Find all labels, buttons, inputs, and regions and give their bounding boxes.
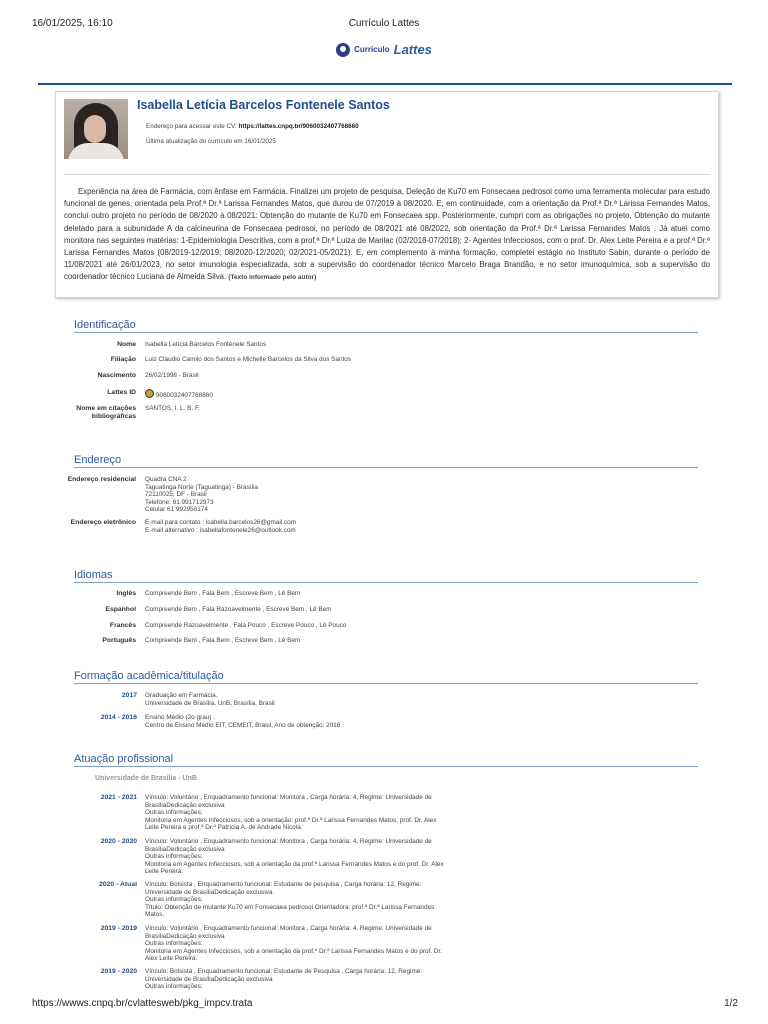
job-line: Monitoria em Agentes Infecciosos, sob a orientação da prof.ª Dr.ª Larissa Fernandes Matos e do prof. Dr.	[145, 947, 443, 955]
language-value: Compreende Bem , Fala Bem , Escreve Bem , Lê Bem	[145, 637, 301, 644]
education-line: Universidade de Brasília, UnB, Brasília, Brasil	[145, 699, 275, 707]
job-line: Universidade de BrasíliaDedicação exclusiva	[145, 888, 273, 896]
section-identificacao-title: Identificação	[74, 319, 698, 333]
ident-label: Nome em citações bibliográficas	[76, 405, 136, 420]
lattes-id-icon	[145, 389, 154, 398]
job-period: 2020 - Atual	[99, 881, 137, 888]
job-line: BrasíliaDedicação exclusiva	[145, 801, 225, 809]
last-update: Última atualização do currículo em 16/01/2025	[146, 138, 276, 145]
ident-label: Nome	[117, 341, 136, 348]
job-line: Universidade de BrasíliaDedicação exclusiva	[145, 975, 273, 983]
language-label: Francês	[109, 622, 136, 629]
address-line: Celular 61 992950174	[145, 506, 208, 514]
address-line: 72110025, DF - Brasil	[145, 491, 207, 499]
job-period: 2019 - 2019	[100, 925, 137, 932]
summary-body: Experiência na área de Farmácia, com ênfase em Farmácia. Finalizei um projeto de pesquisa, Deleção de Ku70 em Fonsecaea pedrosoi como uma ferramenta molecular para estudo funcional de genes, orientada pela Prof.ª Dr.ª Larissa Fernandes Matos, que durou de 07/2019 à 08/2020. E, em continuidade, com a orientação da Prof.ª Dr.ª Larissa Fernandes Matos, concluí outro projeto no período de 08/2020 à 08/2021: Obtenção do mutante de Ku70 em Fonsecaea spp. Posteriormente, cumpri com as obrigações no projeto, Obtenção do mutante deletado para a subunidade A da calcineurina de Fonsecaea pedrosoi, no período de 08/2021 até 08/2022, sob orientação da Prof.ª Dr.ª Larissa Fernandes Matos . Já atuei como monitora nas seguintes matérias: 1-Epidemiologia Descritiva, com a prof.ª Dr.ª Luiza de Marilac (02/2018-07/2018); 2- Agentes Infecciosos, com o prof. Dr. Alex Leite Pereira e a prof.ª Dr.ª Larissa Fernandes Matos (08/2019-12/2019; 08/2020-12/2020; 02/2021-05/2021). E, em complemento à minha formação, completei estágio no Instituto Sabin, durante o período de 11/08/2021 até 26/01/2023, no setor imunologia especializada, sob a supervisão do coordenador técnico Marcelo Braga Brandão, e no setor imunoquímica, sob a supervisão do coordenador técnico Luciana de Almeida Silva.	[64, 187, 710, 282]
logo-big-text: Lattes	[393, 42, 432, 57]
job-line: Título: Obtenção de mutante Ku70 em Fonsecaea pedrosoi Orientadora: prof.ª Dr.ª Larissa Fernandes	[145, 903, 435, 911]
job-line: Outras informações:	[145, 853, 203, 861]
education-line: Graduação em Farmácia.	[145, 692, 218, 699]
language-label: Espanhol	[105, 606, 136, 613]
profile-photo	[64, 99, 128, 159]
address-electronic-label: Endereço eletrônico	[70, 519, 136, 526]
education-year: 2017	[121, 692, 137, 699]
ident-value: SANTOS, I. L. B. F.	[145, 405, 200, 412]
education-line: Ensino Médio (2o grau) .	[145, 714, 215, 721]
ident-value: Luiz Cláudio Camilo dos Santos e Michelle Barcelos da Silva dos Santos	[145, 356, 352, 363]
job-line: Vínculo: Voluntário , Enquadramento funcional: Monitora , Carga horária: 4, Regime: Universidade de	[145, 925, 432, 932]
job-period: 2020 - 2020	[100, 838, 137, 845]
lattes-logo-icon	[336, 43, 350, 57]
language-value: Compreende Razoavelmente , Fala Pouco , Escreve Pouco , Lê Pouco	[145, 622, 347, 629]
print-title: Currículo Lattes	[348, 18, 420, 29]
address-line: Quadra CNA 2	[145, 476, 187, 483]
ident-value	[145, 389, 505, 400]
email-line[interactable]: E-mail para contato : isabella.barcelos26@gmail.com	[145, 519, 297, 526]
ident-value: 26/02/1998 - Brasil	[145, 372, 199, 379]
education-line: Centro de Ensino Médio EIT, CEMEIT, Brasil, Ano de obtenção: 2016	[145, 721, 341, 729]
ident-label: Nascimento	[97, 372, 136, 379]
address-line: Telefone: 61 991712973	[145, 498, 214, 506]
ident-label: Filiação	[110, 356, 136, 363]
education-year: 2014 - 2016	[100, 714, 137, 721]
job-line: Vínculo: Voluntário , Enquadramento funcional: Monitora , Carga horária: 4, Regime: Universidade de	[145, 794, 432, 801]
language-value: Compreende Bem , Fala Bem , Escreve Bem , Lê Bem	[145, 590, 301, 597]
header-divider	[38, 83, 732, 85]
summary-text	[64, 186, 710, 285]
cv-link[interactable]: https://lattes.cnpq.br/9060032407768660	[238, 123, 359, 130]
job-line: Leite Pereira e prof.ª Dr.ª Patrícia A. de Andrade Nicola.	[145, 824, 303, 832]
job-line: Monitoria em Agentes Infecciosos, sob a orientação da prof.ª Larissa Fernandes Matos e do prof. Dr. Alex	[145, 860, 444, 868]
language-label: Inglês	[116, 590, 136, 597]
section-atuacao-title: Atuação profissional	[74, 753, 698, 767]
job-line: BrasíliaDedicação exclusiva	[145, 845, 225, 853]
job-line: Outras informações:	[145, 809, 203, 817]
lattes-id: 9060032407768660	[156, 392, 213, 399]
job-line: Matos.	[145, 911, 165, 919]
logo-small-text: Currículo	[354, 45, 390, 54]
job-period: 2021 - 2021	[100, 794, 137, 801]
email-line[interactable]: E-mail alternativo : isabellafontenele26@outlook.com	[145, 526, 296, 534]
lattes-logo[interactable]	[0, 42, 768, 62]
cv-address	[146, 123, 359, 130]
language-label: Português	[102, 637, 136, 644]
summary-note: (Texto informado pelo autor)	[228, 274, 317, 282]
section-idiomas-title: Idiomas	[74, 569, 698, 583]
ident-label: Lattes ID	[107, 389, 136, 396]
address-line: Taguatinga Norte (Taguatinga) - Brasília	[145, 483, 258, 491]
job-line: Outras informações:	[145, 983, 203, 991]
language-value: Compreende Bem , Fala Razoavelmente , Escreve Bem , Lê Bem	[145, 606, 332, 613]
ident-value: Isabella Letícia Barcelos Fontenele Santos	[145, 341, 267, 348]
job-period: 2019 - 2020	[100, 968, 137, 975]
job-line: Vínculo: Voluntário , Enquadramento funcional: Monitora , Carga horária: 4, Regime: Universidade de	[145, 838, 432, 845]
print-datetime: 16/01/2025, 16:10	[32, 18, 113, 29]
job-line: Monitoria em Agentes Infecciosos, sob a orientação: prof.ª Dr.ª Larissa Fernandes Matos, prof. Dr. Alex	[145, 816, 437, 824]
job-line: Vínculo: Bolsista , Enquadramento funcional: Estudante de Pesquisa , Carga horária: 12, Regime:	[145, 968, 423, 975]
job-line: Outras informações:	[145, 896, 203, 904]
institution-name: Universidade de Brasília - UnB	[95, 775, 197, 782]
job-line: Leite Pereira.	[145, 868, 184, 876]
profile-name: Isabella Letícia Barcelos Fontenele Santos	[137, 98, 390, 112]
job-line: Outras informações:	[145, 940, 203, 948]
print-page-number: 1/2	[724, 998, 738, 1009]
cv-address-label: Endereço para acessar este CV:	[146, 123, 239, 130]
job-line: Alex Leite Pereira.	[145, 955, 198, 963]
address-residential-label: Endereço residencial	[67, 476, 136, 483]
section-endereco-title: Endereço	[74, 454, 698, 468]
job-line: Vínculo: Bolsista , Enquadramento funcional: Estudante de pesquisa , Carga horária: 12, Regime:	[145, 881, 422, 888]
job-line: BrasíliaDedicação exclusiva	[145, 932, 225, 940]
card-divider	[64, 174, 710, 175]
section-formacao-title: Formação acadêmica/titulação	[74, 670, 698, 684]
print-url: https://wwws.cnpq.br/cvlattesweb/pkg_impcv.trata	[32, 998, 253, 1009]
